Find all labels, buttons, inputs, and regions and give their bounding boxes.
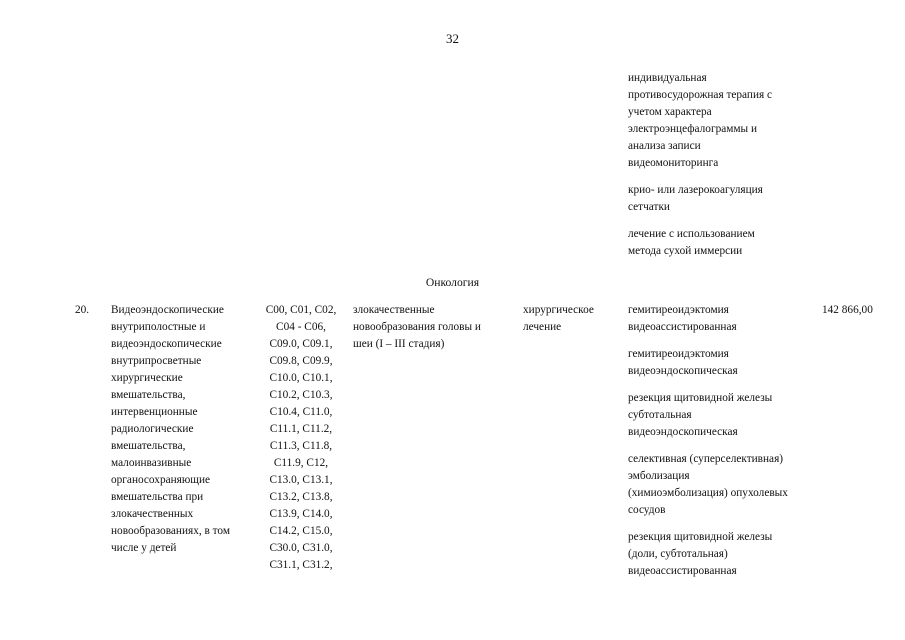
method-item: селективная (суперселективная) эмболизация (химиоэмболизация) опухолевых сосудов	[628, 453, 788, 516]
method-item: резекция щитовидной железы субтотальная видеоэндоскопическая	[628, 392, 773, 438]
section-title: Онкология	[425, 276, 480, 289]
treatment-methods-list	[628, 302, 818, 590]
treatment-type: хирургическое лечение	[523, 304, 594, 333]
row-number: 20.	[75, 304, 90, 316]
method-item: лечение с использованием метода сухой иммерсии	[628, 228, 755, 257]
price-value: 142 866,00	[822, 304, 873, 316]
method-item: резекция щитовидной железы (доли, субтотальная) видеоассистированная	[628, 531, 773, 577]
carryover-methods-list	[628, 70, 818, 270]
method-item: крио- или лазерокоагуляция сетчатки	[628, 184, 763, 213]
intervention-name: Видеоэндоскопические внутриполостные и видеоэндоскопические внутрипросветные хирургические вмешательства, интервенционные радиологические вмешательства, малоинвазивные органосохраняющие вмешательства при злокачественных новообразованиях, в том числе у детей	[111, 304, 231, 554]
patient-model: злокачественные новообразования головы и шеи (I – III стадия)	[353, 304, 481, 350]
method-item: индивидуальная противосудорожная терапия с учетом характера электроэнцефалограммы и анализа записи видеомониторинга	[628, 72, 773, 169]
page-number: 32	[446, 31, 459, 46]
method-item: гемитиреоидэктомия видеоассистированная	[628, 304, 737, 333]
diagnosis-codes: C00, C01, C02, C04 - C06, C09.0, C09.1, C09.8, C09.9, C10.0, C10.1, C10.2, C10.3, C10.4, C11.0, C11.1, C11.2, C11.3, C11.8, C11.9, C12, C13.0, C13.1, C13.2, C13.8, C13.9, C14.0, C14.2, C15.0, C30.0, C31.0, C31.1, C31.2,	[265, 304, 337, 571]
method-item: гемитиреоидэктомия видеоэндоскопическая	[628, 348, 738, 377]
